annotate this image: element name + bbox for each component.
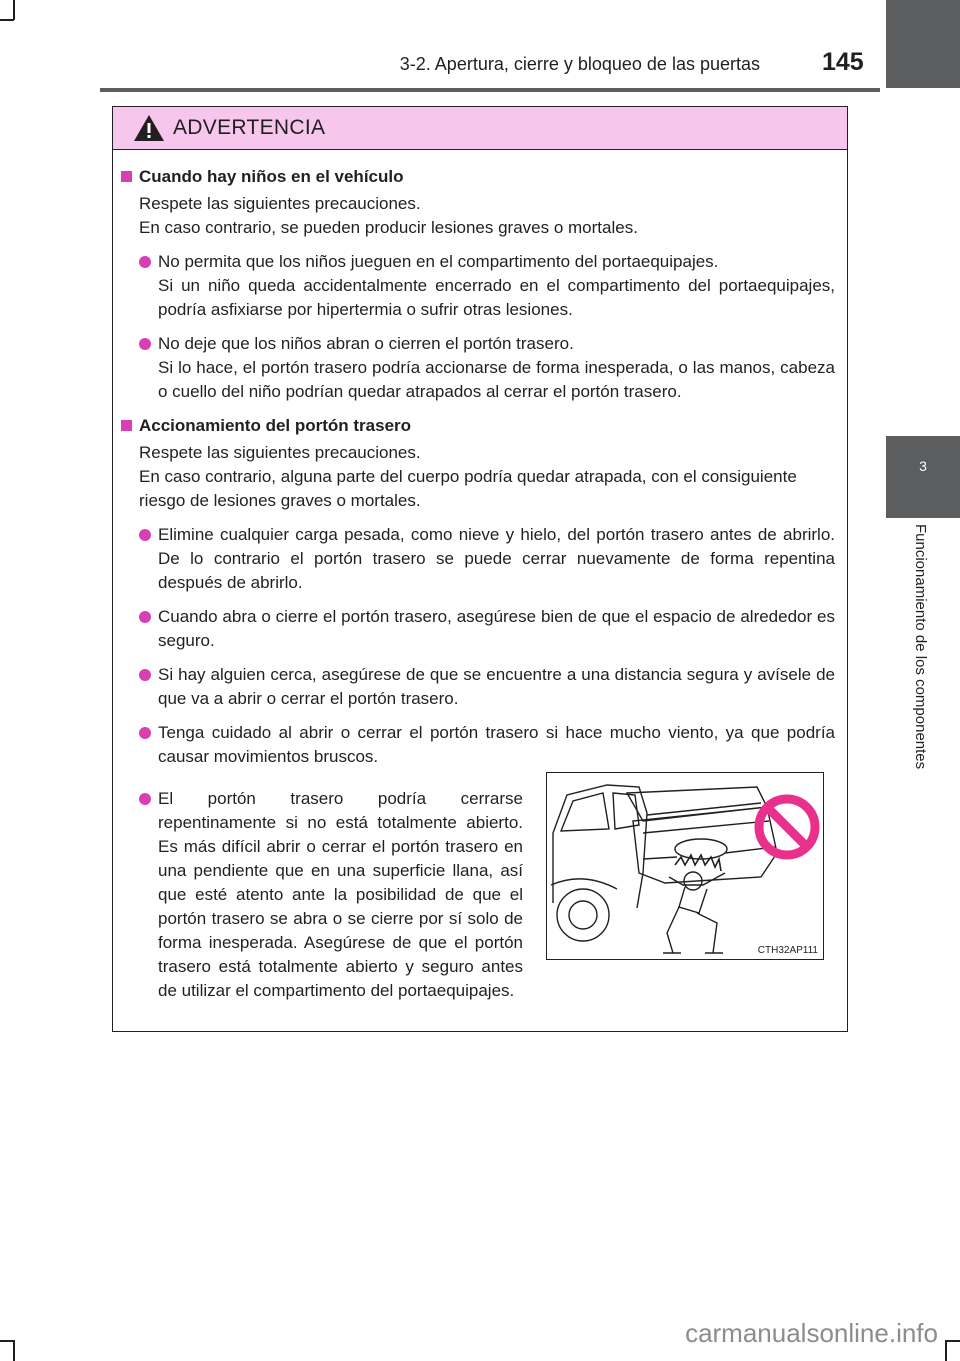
bullet-item [113,250,847,322]
section-title [113,165,847,189]
intro-line: Respete las siguientes precauciones. [139,443,421,462]
section-intro [113,441,847,513]
prohibition-sign-icon [759,799,815,855]
bullet-line: Si un niño queda accidentalmente encerrado en el compartimento del portaequipajes, podría asfixiarse por hipertermia o sufrir otras lesiones. [158,276,835,319]
circle-bullet-icon [139,529,151,541]
warning-triangle-icon [133,113,165,143]
circle-bullet-icon [139,727,151,739]
section-title-text: Accionamiento del portón trasero [139,416,412,435]
side-tab-top [886,0,960,88]
bullet-line: Si lo hace, el portón trasero podría accionarse de forma inesperada, o las manos, cabeza o cuello del niño podrían quedar atrapados al cerrar el portón trasero. [158,358,835,401]
square-bullet-icon [121,171,132,182]
chapter-number: 3 [919,458,927,474]
bullet-line: No deje que los niños abran o cierren el portón trasero. [158,334,574,353]
bullet-item [113,605,847,653]
crop-mark [945,1340,947,1361]
crop-mark [13,0,15,20]
crop-mark [946,1340,960,1342]
bullet-item [113,721,847,769]
bullet-line: Elimine cualquier carga pesada, como nieve y hielo, del portón trasero antes de abrirlo. De lo contrario el portón trasero se puede cerrar nuevamente de forma repentina después de abrirlo. [158,525,835,592]
section-title [113,414,847,438]
bullet-line: Cuando abra o cierre el portón trasero, asegúrese bien de que el espacio de alrededor es seguro. [158,607,835,650]
page-number: 145 [822,48,864,76]
intro-line: En caso contrario, se pueden producir lesiones graves o mortales. [139,218,638,237]
bullet-item [113,523,847,595]
circle-bullet-icon [139,611,151,623]
intro-line: En caso contrario, alguna parte del cuerpo podría quedar atrapada, con el consiguiente riesgo de lesiones graves o mortales. [139,467,797,510]
car-tailgate-drawing [547,773,823,959]
bullet-item [113,663,847,711]
square-bullet-icon [121,420,132,431]
circle-bullet-icon [139,256,151,268]
chapter-title [912,524,934,824]
bullet-item [113,787,523,1003]
footer-watermark: carmanualsonline.info [685,1318,938,1348]
intro-line: Respete las siguientes precauciones. [139,194,421,213]
bullet-line: Si hay alguien cerca, asegúrese de que se encuentre a una distancia segura y avísele de que va a abrir o cerrar el portón trasero. [158,665,835,708]
chapter-tab [886,436,960,518]
chapter-title-text: Funcionamiento de los componentes [912,524,929,770]
section-intro [113,192,847,240]
section-title-text: Cuando hay niños en el vehículo [139,167,404,186]
header-rule [100,88,880,92]
tailgate-illustration [546,772,824,960]
illustration-code: CTH32AP111 [757,945,818,956]
bullet-line: Tenga cuidado al abrir o cerrar el portón trasero si hace mucho viento, ya que podría causar movimientos bruscos. [158,723,835,766]
bullet-line: El portón trasero podría cerrarse repentinamente si no está totalmente abierto. Es más difícil abrir o cerrar el portón trasero en una pendiente que en una superficie llana, así que esté atento ante la posibilidad de que el portón trasero se abra o se cierre por sí solo de forma inesperada. Asegúrese de que el portón trasero está totalmente abierto y seguro antes de utilizar el compartimento del portaequipajes. [158,789,523,1000]
crop-mark [13,1340,15,1361]
warning-title: ADVERTENCIA [173,116,326,139]
bullet-line: No permita que los niños jueguen en el compartimento del portaequipajes. [158,252,719,271]
circle-bullet-icon [139,793,151,805]
crop-mark [0,19,14,21]
warning-header [113,107,847,150]
circle-bullet-icon [139,669,151,681]
circle-bullet-icon [139,338,151,350]
crop-mark [0,1340,14,1342]
bullet-item [113,332,847,404]
section-header: 3-2. Apertura, cierre y bloqueo de las puertas [399,54,760,74]
